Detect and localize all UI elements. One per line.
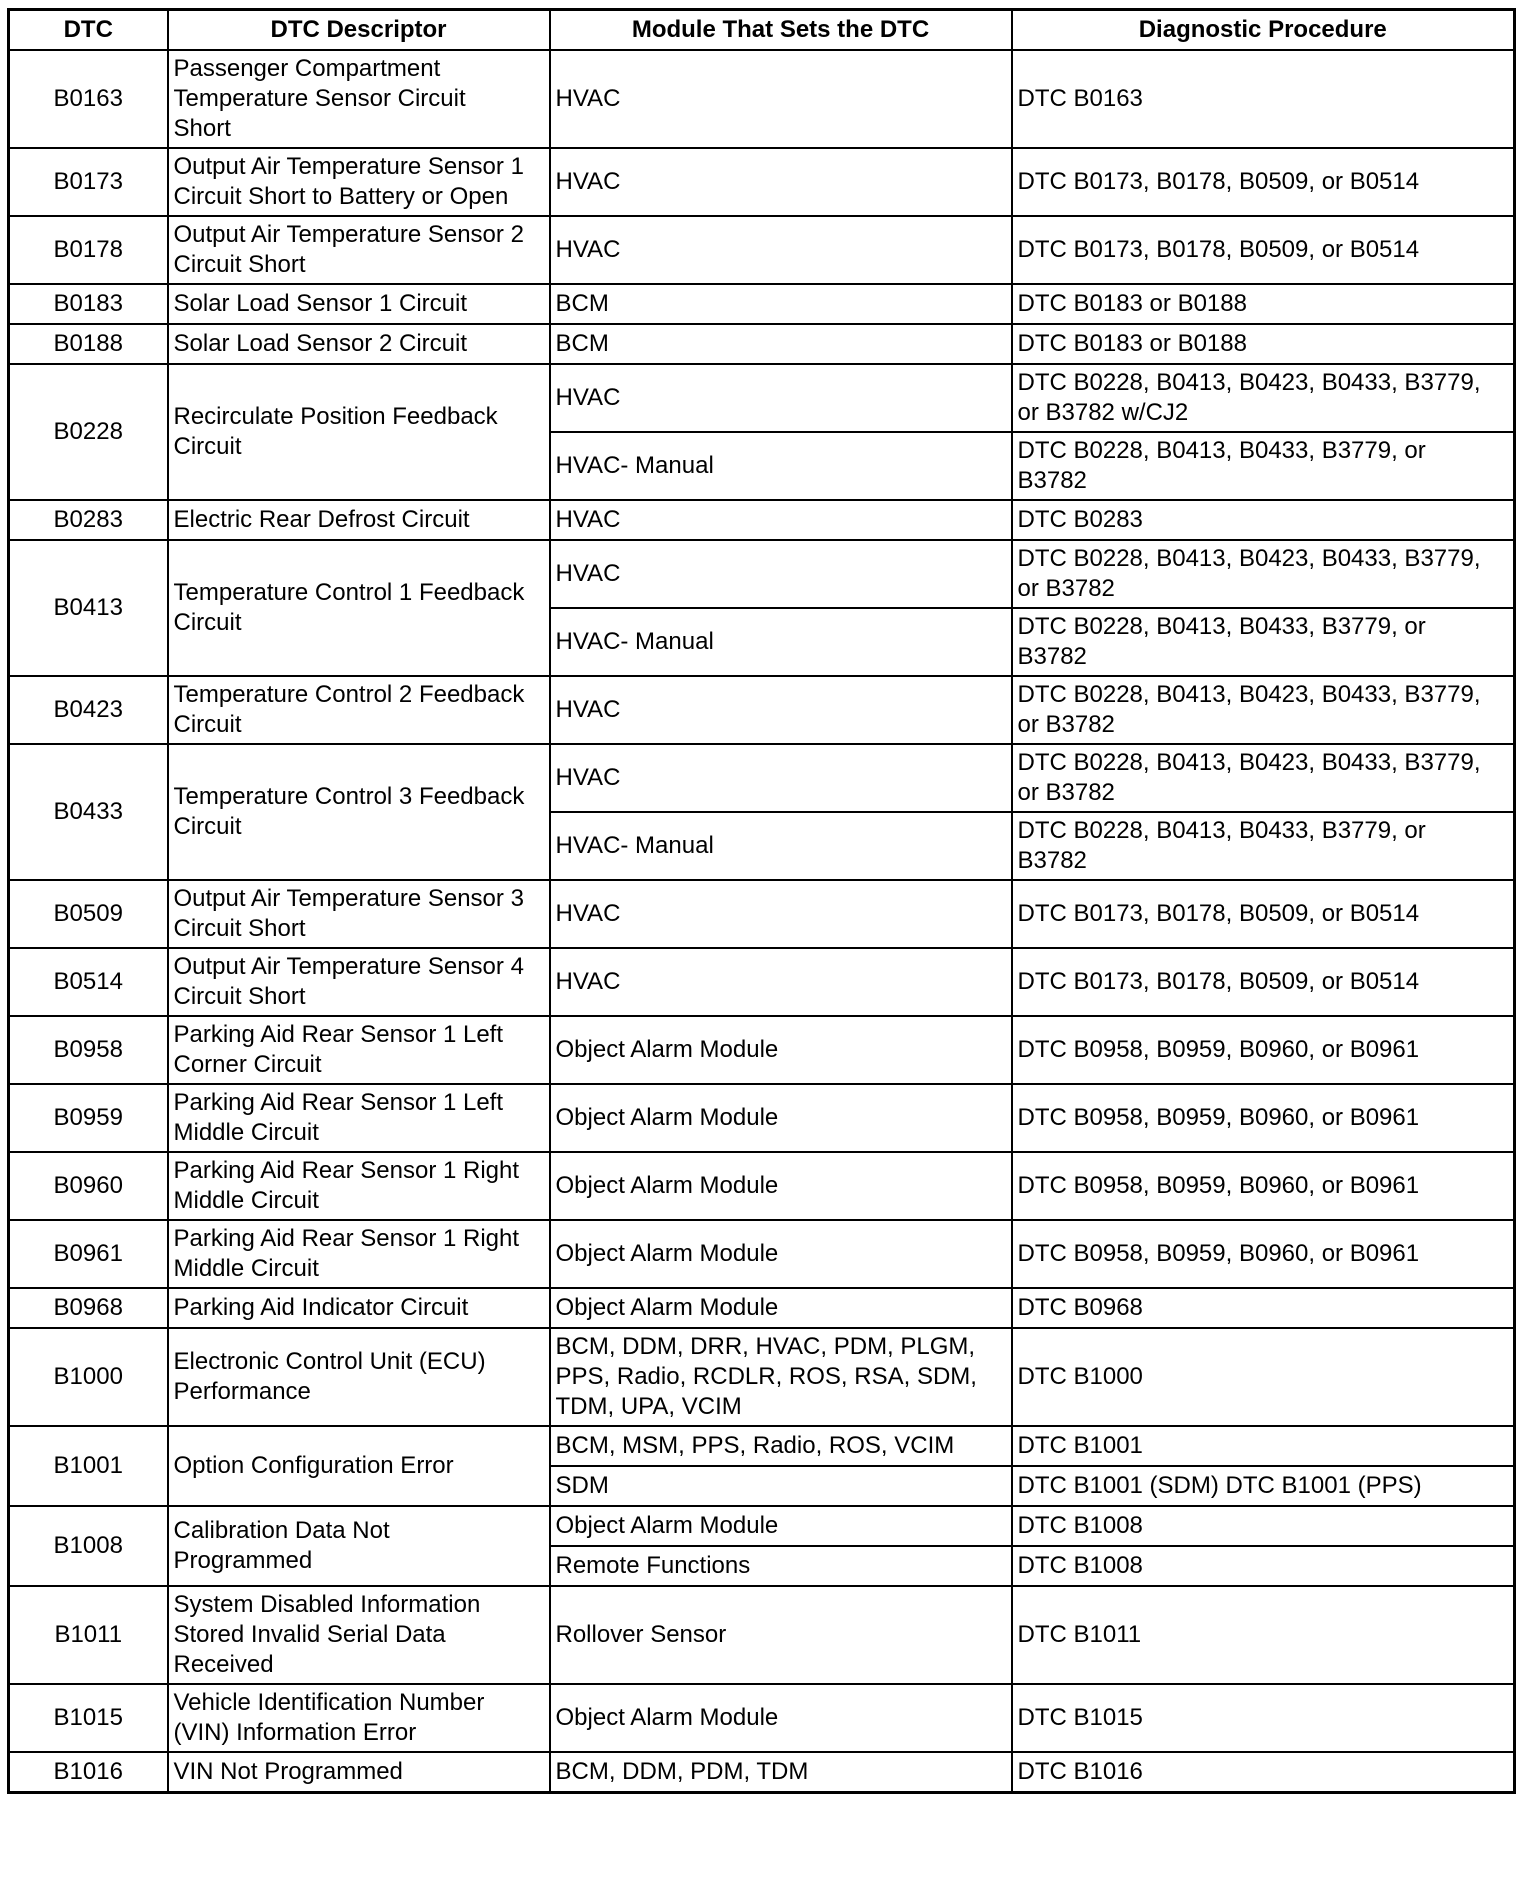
dtc-code-cell: B0514 [9,948,168,1016]
dtc-code-cell: B0960 [9,1152,168,1220]
dtc-code-cell: B0509 [9,880,168,948]
dtc-descriptor-cell: Solar Load Sensor 2 Circuit [168,324,550,364]
diagnostic-procedure-cell: DTC B1008 [1012,1546,1515,1586]
module-cell: HVAC- Manual [550,608,1012,676]
diagnostic-procedure-cell: DTC B0283 [1012,500,1515,540]
diagnostic-procedure-cell: DTC B0228, B0413, B0423, B0433, B3779, or B3782 w/CJ2 [1012,364,1515,432]
diagnostic-procedure-cell: DTC B0173, B0178, B0509, or B0514 [1012,880,1515,948]
module-cell: BCM, DDM, PDM, TDM [550,1752,1012,1793]
diagnostic-procedure-cell: DTC B0958, B0959, B0960, or B0961 [1012,1152,1515,1220]
module-cell: BCM, DDM, DRR, HVAC, PDM, PLGM, PPS, Radio, RCDLR, ROS, RSA, SDM, TDM, UPA, VCIM [550,1328,1012,1426]
diagnostic-procedure-cell: DTC B0173, B0178, B0509, or B0514 [1012,216,1515,284]
dtc-descriptor-cell: Calibration Data Not Programmed [168,1506,550,1586]
module-cell: Object Alarm Module [550,1152,1012,1220]
module-cell: SDM [550,1466,1012,1506]
dtc-code-cell: B0433 [9,744,168,880]
dtc-code-cell: B1016 [9,1752,168,1793]
diagnostic-procedure-cell: DTC B0183 or B0188 [1012,284,1515,324]
dtc-code-cell: B0413 [9,540,168,676]
table-row [9,1328,1515,1426]
dtc-descriptor-cell: Electronic Control Unit (ECU) Performance [168,1328,550,1426]
diagnostic-procedure-cell: DTC B0968 [1012,1288,1515,1328]
diagnostic-procedure-cell: DTC B0228, B0413, B0423, B0433, B3779, or B3782 [1012,676,1515,744]
diagnostic-procedure-cell: DTC B1001 [1012,1426,1515,1466]
diagnostic-procedure-cell: DTC B0228, B0413, B0433, B3779, or B3782 [1012,432,1515,500]
dtc-code-cell: B0961 [9,1220,168,1288]
dtc-code-cell: B1001 [9,1426,168,1506]
diagnostic-procedure-cell: DTC B0173, B0178, B0509, or B0514 [1012,948,1515,1016]
dtc-descriptor-cell: Option Configuration Error [168,1426,550,1506]
table-row [9,1426,1515,1466]
table-row [9,284,1515,324]
header-diagnostic-procedure: Diagnostic Procedure [1012,10,1515,51]
table-row [9,540,1515,608]
table-row [9,744,1515,812]
table-row [9,1506,1515,1546]
dtc-descriptor-cell: Vehicle Identification Number (VIN) Information Error [168,1684,550,1752]
diagnostic-procedure-cell: DTC B1008 [1012,1506,1515,1546]
table-row [9,148,1515,216]
dtc-code-cell: B1011 [9,1586,168,1684]
module-cell: BCM [550,284,1012,324]
module-cell: HVAC [550,676,1012,744]
dtc-code-cell: B1000 [9,1328,168,1426]
diagnostic-procedure-cell: DTC B0958, B0959, B0960, or B0961 [1012,1084,1515,1152]
table-row [9,948,1515,1016]
dtc-code-cell: B0283 [9,500,168,540]
table-row [9,1084,1515,1152]
table-row [9,364,1515,432]
table-row [9,880,1515,948]
dtc-descriptor-cell: VIN Not Programmed [168,1752,550,1793]
table-row [9,1586,1515,1684]
diagnostic-procedure-cell: DTC B0228, B0413, B0423, B0433, B3779, or B3782 [1012,540,1515,608]
dtc-descriptor-cell: Output Air Temperature Sensor 1 Circuit Short to Battery or Open [168,148,550,216]
table-row [9,216,1515,284]
table-body [9,50,1515,1793]
module-cell: HVAC [550,364,1012,432]
table-row [9,1288,1515,1328]
table-row [9,324,1515,364]
dtc-code-cell: B0958 [9,1016,168,1084]
table-row [9,500,1515,540]
diagnostic-procedure-cell: DTC B0173, B0178, B0509, or B0514 [1012,148,1515,216]
module-cell: HVAC [550,744,1012,812]
module-cell: BCM, MSM, PPS, Radio, ROS, VCIM [550,1426,1012,1466]
dtc-descriptor-cell: Parking Aid Rear Sensor 1 Right Middle Circuit [168,1220,550,1288]
dtc-code-cell: B1015 [9,1684,168,1752]
table-row [9,1016,1515,1084]
module-cell: BCM [550,324,1012,364]
diagnostic-procedure-cell: DTC B0228, B0413, B0423, B0433, B3779, or B3782 [1012,744,1515,812]
dtc-descriptor-cell: Recirculate Position Feedback Circuit [168,364,550,500]
diagnostic-procedure-cell: DTC B0958, B0959, B0960, or B0961 [1012,1016,1515,1084]
dtc-descriptor-cell: Output Air Temperature Sensor 3 Circuit Short [168,880,550,948]
module-cell: Object Alarm Module [550,1220,1012,1288]
dtc-code-cell: B0188 [9,324,168,364]
dtc-code-cell: B0178 [9,216,168,284]
module-cell: Object Alarm Module [550,1506,1012,1546]
table-row [9,1152,1515,1220]
module-cell: HVAC- Manual [550,432,1012,500]
dtc-descriptor-cell: Temperature Control 2 Feedback Circuit [168,676,550,744]
diagnostic-procedure-cell: DTC B1015 [1012,1684,1515,1752]
diagnostic-procedure-cell: DTC B0228, B0413, B0433, B3779, or B3782 [1012,608,1515,676]
diagnostic-procedure-cell: DTC B1011 [1012,1586,1515,1684]
dtc-table [7,8,1516,1794]
dtc-descriptor-cell: Solar Load Sensor 1 Circuit [168,284,550,324]
dtc-descriptor-cell: Temperature Control 3 Feedback Circuit [168,744,550,880]
dtc-code-cell: B0183 [9,284,168,324]
diagnostic-procedure-cell: DTC B1001 (SDM) DTC B1001 (PPS) [1012,1466,1515,1506]
dtc-descriptor-cell: Parking Aid Rear Sensor 1 Left Corner Circuit [168,1016,550,1084]
table-row [9,1220,1515,1288]
dtc-descriptor-cell: Electric Rear Defrost Circuit [168,500,550,540]
dtc-code-cell: B0228 [9,364,168,500]
module-cell: HVAC [550,50,1012,148]
module-cell: HVAC [550,216,1012,284]
diagnostic-procedure-cell: DTC B1016 [1012,1752,1515,1793]
dtc-code-cell: B1008 [9,1506,168,1586]
diagnostic-procedure-cell: DTC B0183 or B0188 [1012,324,1515,364]
module-cell: Object Alarm Module [550,1084,1012,1152]
dtc-code-cell: B0968 [9,1288,168,1328]
dtc-code-cell: B0173 [9,148,168,216]
table-row [9,50,1515,148]
module-cell: HVAC [550,500,1012,540]
dtc-descriptor-cell: Parking Aid Indicator Circuit [168,1288,550,1328]
dtc-descriptor-cell: Output Air Temperature Sensor 4 Circuit Short [168,948,550,1016]
module-cell: HVAC [550,540,1012,608]
diagnostic-procedure-cell: DTC B1000 [1012,1328,1515,1426]
diagnostic-procedure-cell: DTC B0163 [1012,50,1515,148]
header-module: Module That Sets the DTC [550,10,1012,51]
module-cell: HVAC- Manual [550,812,1012,880]
header-dtc: DTC [9,10,168,51]
table-row [9,676,1515,744]
dtc-descriptor-cell: Output Air Temperature Sensor 2 Circuit Short [168,216,550,284]
module-cell: Remote Functions [550,1546,1012,1586]
module-cell: HVAC [550,148,1012,216]
diagnostic-procedure-cell: DTC B0958, B0959, B0960, or B0961 [1012,1220,1515,1288]
dtc-descriptor-cell: Temperature Control 1 Feedback Circuit [168,540,550,676]
dtc-code-cell: B0163 [9,50,168,148]
dtc-descriptor-cell: Parking Aid Rear Sensor 1 Left Middle Circuit [168,1084,550,1152]
module-cell: Object Alarm Module [550,1288,1012,1328]
header-dtc-descriptor: DTC Descriptor [168,10,550,51]
diagnostic-procedure-cell: DTC B0228, B0413, B0433, B3779, or B3782 [1012,812,1515,880]
dtc-code-cell: B0423 [9,676,168,744]
table-row [9,1684,1515,1752]
module-cell: Rollover Sensor [550,1586,1012,1684]
module-cell: HVAC [550,880,1012,948]
dtc-code-cell: B0959 [9,1084,168,1152]
dtc-descriptor-cell: System Disabled Information Stored Invalid Serial Data Received [168,1586,550,1684]
table-row [9,1752,1515,1793]
header-row [9,10,1515,51]
module-cell: HVAC [550,948,1012,1016]
module-cell: Object Alarm Module [550,1684,1012,1752]
dtc-descriptor-cell: Passenger Compartment Temperature Sensor Circuit Short [168,50,550,148]
dtc-descriptor-cell: Parking Aid Rear Sensor 1 Right Middle Circuit [168,1152,550,1220]
module-cell: Object Alarm Module [550,1016,1012,1084]
